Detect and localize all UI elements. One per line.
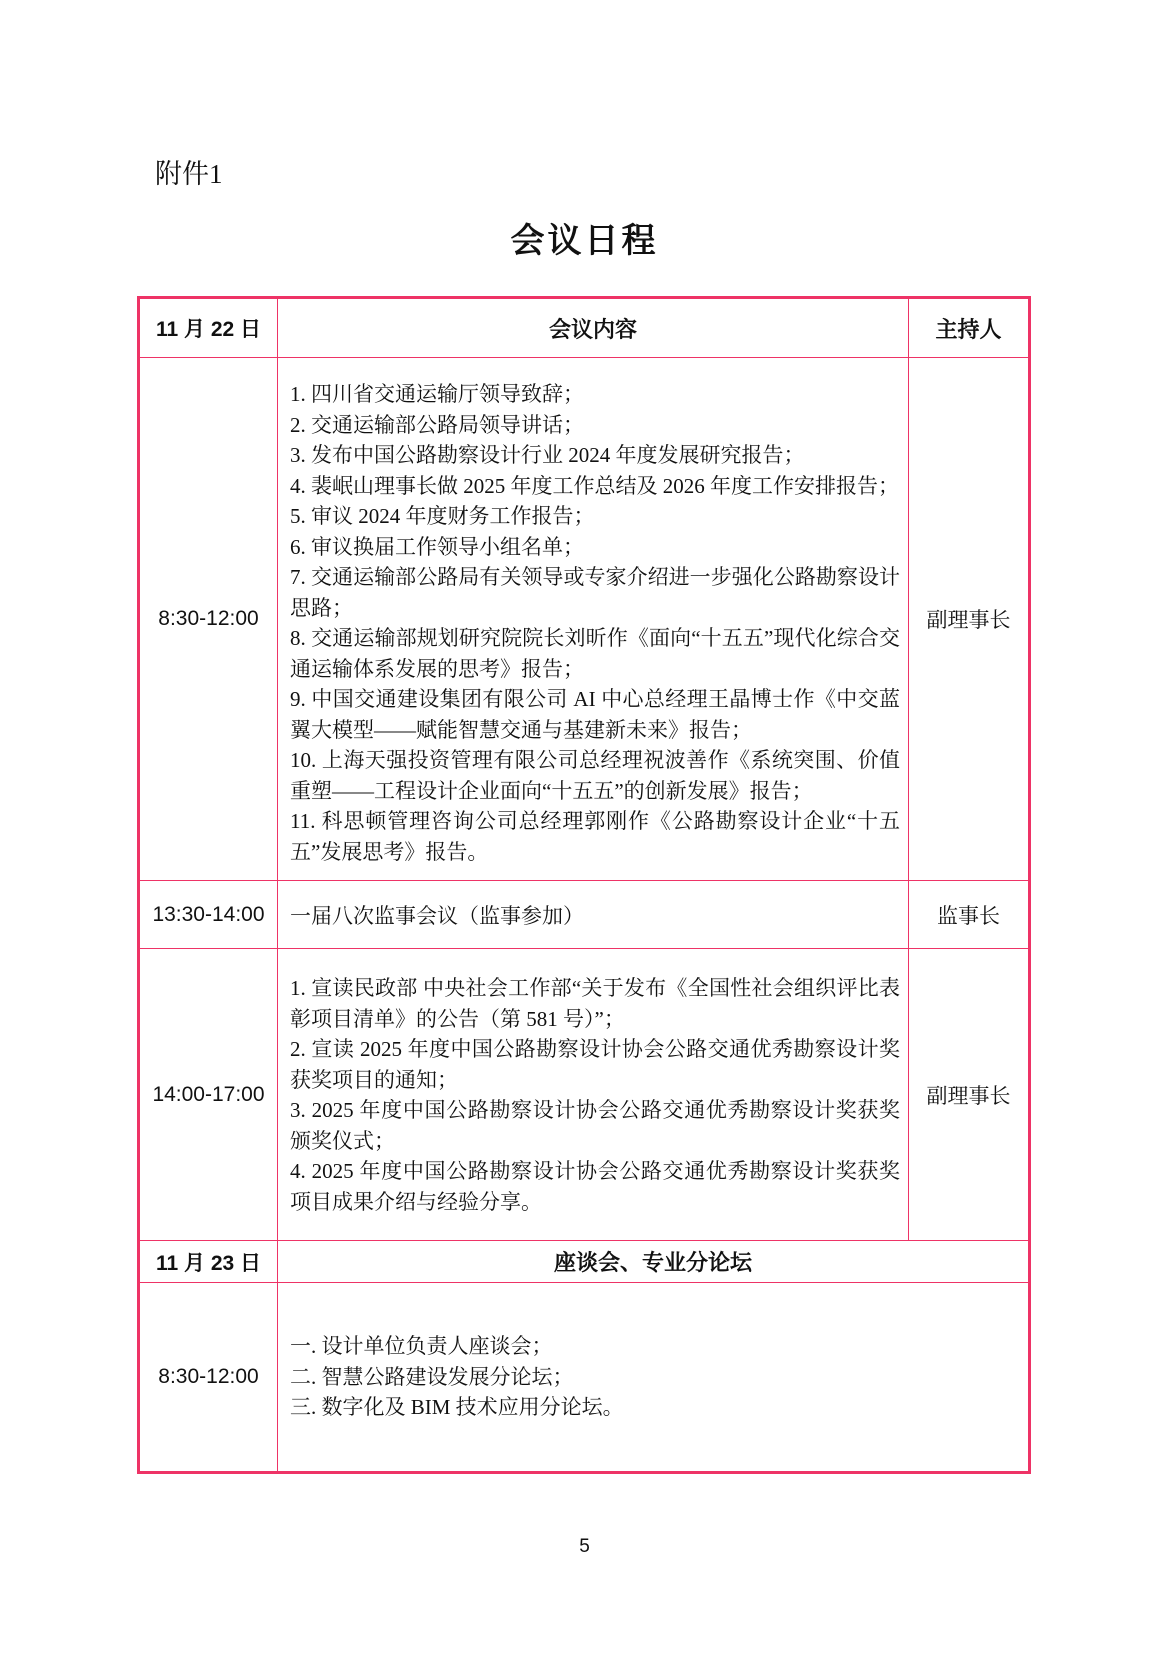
date-header-day1: 11 月 22 日 xyxy=(140,299,278,357)
content-column-header: 会议内容 xyxy=(278,299,909,357)
time-cell: 13:30-14:00 xyxy=(140,881,278,948)
table-header-row-day2 xyxy=(140,1241,1028,1283)
table-header-row-day1 xyxy=(140,299,1028,358)
agenda-item: 5. 审议 2024 年度财务工作报告； xyxy=(290,504,595,528)
agenda-item: 一. 设计单位负责人座谈会； xyxy=(290,1334,553,1359)
agenda-table xyxy=(137,296,1031,1474)
agenda-items-cell xyxy=(278,358,909,880)
agenda-items-cell xyxy=(278,949,909,1240)
agenda-item: 三. 数字化及 BIM 技术应用分论坛。 xyxy=(290,1395,624,1420)
agenda-item: 1. 四川省交通运输厅领导致辞； xyxy=(290,382,584,406)
agenda-items-cell: 一届八次监事会议（监事参加） xyxy=(278,881,909,948)
agenda-item: 8. 交通运输部规划研究院院长刘昕作《面向“十五五”现代化综合交通运输体系发展的思考》报告； xyxy=(290,626,900,681)
agenda-item: 4. 2025 年度中国公路勘察设计协会公路交通优秀勘察设计奖获奖项目成果介绍与经验分享。 xyxy=(290,1159,900,1214)
agenda-item: 4. 裴岷山理事长做 2025 年度工作总结及 2026 年度工作安排报告； xyxy=(290,473,899,498)
agenda-item: 2. 宣读 2025 年度中国公路勘察设计协会公路交通优秀勘察设计奖获奖项目的通知； xyxy=(290,1037,900,1092)
time-cell: 14:00-17:00 xyxy=(140,949,278,1240)
agenda-item: 3. 2025 年度中国公路勘察设计协会公路交通优秀勘察设计奖获奖颁奖仪式； xyxy=(290,1098,900,1153)
table-row-morning-session xyxy=(140,358,1028,881)
agenda-item: 7. 交通运输部公路局有关领导或专家介绍进一步强化公路勘察设计思路； xyxy=(290,565,900,620)
agenda-items-cell xyxy=(278,1283,1028,1471)
table-row-afternoon-session xyxy=(140,949,1028,1241)
host-column-header: 主持人 xyxy=(935,316,1002,342)
agenda-item: 6. 审议换届工作领导小组名单； xyxy=(290,534,584,559)
host-cell: 副理事长 xyxy=(926,608,1011,632)
time-cell: 8:30-12:00 xyxy=(140,1283,278,1471)
agenda-item: 二. 智慧公路建设发展分论坛； xyxy=(290,1364,574,1389)
agenda-item: 1. 宣读民政部 中央社会工作部“关于发布《全国性社会组织评比表彰项目清单》的公告（第 581 号）”； xyxy=(290,976,900,1031)
page-title: 会议日程 xyxy=(510,223,659,260)
host-cell: 监事长 xyxy=(937,903,1000,928)
agenda-item: 2. 交通运输部公路局领导讲话； xyxy=(290,412,584,437)
page-number: 5 xyxy=(579,1536,590,1557)
agenda-item: 10. 上海天强投资管理有限公司总经理祝波善作《系统突围、价值重塑——工程设计企业面向“十五五”的创新发展》报告； xyxy=(290,748,900,803)
agenda-item: 11. 科思顿管理咨询公司总经理郭刚作《公路勘察设计企业“十五五”发展思考》报告。 xyxy=(290,809,900,864)
agenda-item: 3. 发布中国公路勘察设计行业 2024 年度发展研究报告； xyxy=(290,443,805,467)
table-row-supervisors-meeting xyxy=(140,881,1028,949)
day2-section-header: 座谈会、专业分论坛 xyxy=(553,1250,752,1275)
table-row-forums xyxy=(140,1283,1028,1471)
agenda-item: 9. 中国交通建设集团有限公司 AI 中心总经理王晶博士作《中交蓝翼大模型——赋能智慧交通与基建新未来》报告； xyxy=(290,687,900,742)
host-cell: 副理事长 xyxy=(926,1083,1011,1108)
attachment-label: 附件1 xyxy=(155,159,223,189)
date-header-day2: 11 月 23 日 xyxy=(140,1241,278,1282)
time-cell: 8:30-12:00 xyxy=(140,358,278,880)
